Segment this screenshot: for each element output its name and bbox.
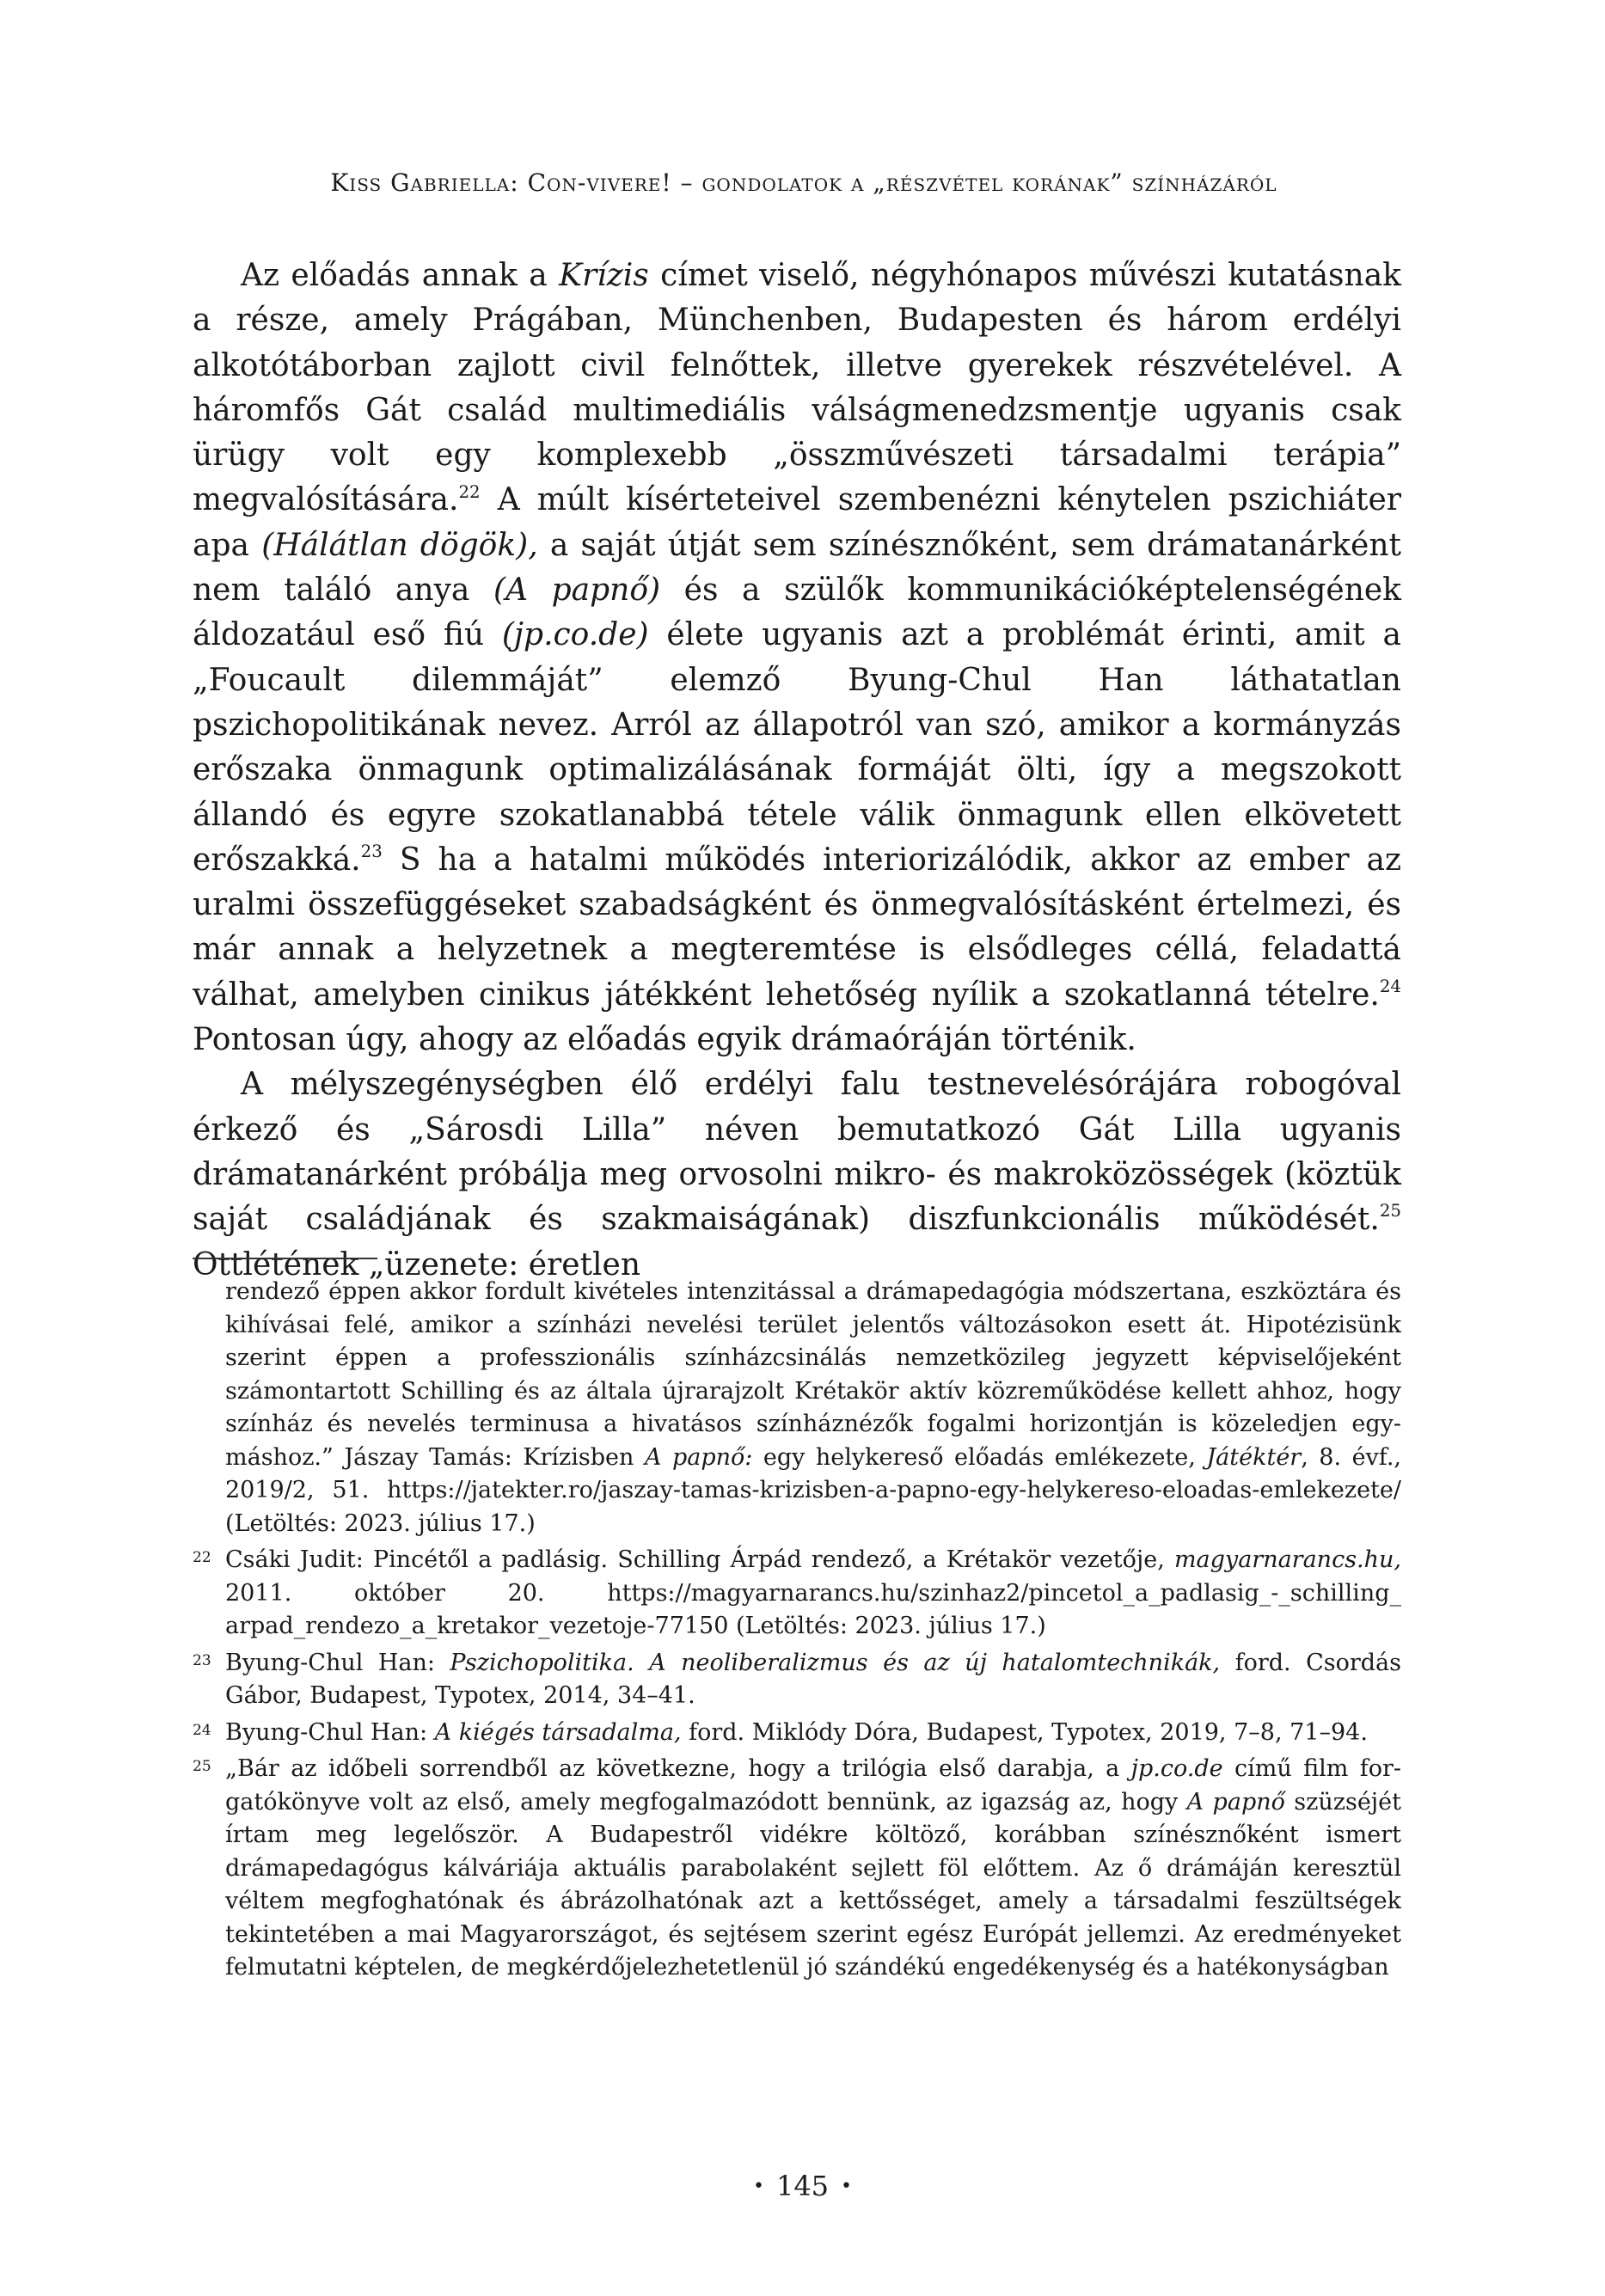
text-run: S ha a hatalmi működés interiorizálódik, akkor az ember az uralmi összefüggéseket szabadságként és önmegvalósításként értelmezi, és már annak a helyzetnek a megteremtése is elsődleges céllá, feladattá válhat, amelyben cinikus játékként lehetőség nyílik a szokatlanná tételre. [193,842,1401,1013]
text-run: című film forgatókönyve volt az első, amely megfogalmazódott bennünk, az igazság az, hogy [225,1755,1401,1815]
footnote-separator [193,1258,377,1259]
text-run: Byung-Chul Han: [225,1718,435,1746]
bullet-icon: • [841,2176,853,2197]
italic-title: Pszichopolitika. A neoliberalizmus és az új hatalomtechnikák, [450,1649,1221,1676]
running-head: Kiss Gabriella: Con-vivere! – gondolatok a „részvétel korának” színházáról [330,168,1277,197]
footnote-24 [193,1717,1401,1750]
footnote-22 [193,1544,1401,1644]
text-run: rendező éppen akkor fordult kivételes intenzitással a drámapedagógia módszertana, eszköztára és kihívásai felé, amikor a színházi nevelési terület jelentős változásokon esett át. Hipotézisünk szerint éppen a professzionális színházcsinálás nemzetközileg jegyzett képviselőjeként számontartott Schilling és az általa újrarajzolt Krétakör aktív közreműködése kellett ahhoz, hogy színház és nevelés terminusa a hivatásos színháznézők fogalmi horizontján is közeledjen egymáshoz.” Jászay Tamás: Krízisben [225,1278,1401,1471]
text-run: Csáki Judit: Pincétől a padlásig. Schilling Árpád rendező, a Krétakör vezetője, [225,1546,1174,1573]
italic-title: jp.co.de [1130,1755,1223,1782]
text-run: élete ugyanis azt a problémát érinti, amit a „Foucault dilemmáját” elemző Byung-Chul Han láthatatlan pszichopolitikának nevez. Arról az állapotról van szó, amikor a kormányzás erőszaka önmagunk optimalizálásának formáját ölti, így a megszokott állandó és egyre szokatlanabbá tétele válik önmagunk ellen elkövetett erőszakká. [193,617,1402,878]
text-run: Byung-Chul Han: [225,1649,450,1676]
text-run: , 8. évf., 2019/2, 51. https://jatekter.ro/jaszay-tamas-krizisben-a-papno-egy-helykereso-eloadas-emlekezete/ (Letöltés: 2023. július 17.) [225,1443,1402,1537]
italic-title: A papnő [1186,1788,1285,1815]
text-run: ford. Miklódy Dóra, Budapest, Typotex, 2019, 7–8, 71–94. [681,1718,1368,1746]
footnote-ref-25[interactable]: 25 [1379,1201,1401,1221]
italic-title: (Hálátlan dögök), [261,527,538,563]
bullet-icon: • [752,2176,764,2197]
italic-title: (jp.co.de) [501,617,649,653]
footnote-number: 23 [193,1651,211,1669]
italic-title: Játéktér [1206,1443,1302,1471]
paragraph-2 [193,1062,1401,1287]
footnote-number: 25 [193,1758,211,1775]
text-run: Az előadás annak a [241,258,560,293]
text-run: és a szülők kommunikációképtelenségének áldozatául eső fiú [193,572,1401,653]
text-run: szüzséjét írtam meg legelőször. A Budapestről vidékre költöző, korábban színésznőként ismert drámapedagógus kálváriája aktuális parabolaként sejlett föl előttem. Az ő drámáján keresztül véltem megfoghatónak és ábrázolhatónak azt a kettősséget, amely a társadalmi feszültségek tekintetében a mai Magyarországot, és sejtésem szerint egész Európát jellemzi. Az eredményeket felmutatni képtelen, de megkérdőjelezhetetlenül jó szándékú engedékenység és a hatékonyságban [225,1788,1401,1981]
footnote-continuation [193,1276,1401,1540]
text-run: „Bár az időbeli sorrendből az következne, hogy a trilógia első darabja, a [225,1755,1131,1782]
footnote-number: 24 [193,1721,211,1739]
text-run: Ottlétének „üzenete: éretlen [193,1246,641,1283]
footnote-ref-22[interactable]: 22 [458,481,481,502]
text-run: a saját útját sem színésznőként, sem drámatanárként nem találó anya [193,527,1401,609]
text-run: A múlt kísérteteivel szembenézni kénytelen pszichiáter apa [193,482,1401,563]
italic-title: magyarnarancs.hu, [1173,1546,1401,1573]
paragraph-1 [193,254,1401,1062]
italic-title: A kiégés társadalma, [434,1718,682,1746]
italic-title: (A papnő) [493,572,661,609]
footnote-25 [193,1753,1401,1985]
text-run: Pontosan úgy, ahogy az előadás egyik drámaóráján történik. [193,1022,1136,1058]
page-number-value: 145 [775,2170,830,2202]
footnote-ref-24[interactable]: 24 [1379,976,1401,996]
text-run: A mélyszegénységben élő erdélyi falu testnevelésórájára robogóval érkező és „Sárosdi Lilla” néven bemutatkozó Gát Lilla ugyanis drámatanárként próbálja meg orvosolni mikro- és makroközösségek (köztük saját családjának és szakmaiságának) diszfunkcionális működését. [193,1067,1401,1238]
text-run: 2011. október 20. https://magyarnarancs.hu/szinhaz2/pincetol_a_padlasig_-_schilling_ arpad_rendezo_a_kretakor_vezetoje-77150 (Letöltés: 2023. július 17.) [225,1579,1401,1639]
italic-title: Krízis [559,258,649,293]
italic-title: A papnő: [644,1443,753,1471]
text-run: ford. Csordás Gábor, Budapest, Typotex, 2014, 34–41. [225,1649,1401,1709]
footnote-number: 22 [193,1549,211,1566]
text-run: egy helykereső előadás emlékezete, [752,1443,1207,1471]
footnote-23 [193,1647,1401,1713]
main-text [193,254,1401,1288]
text-run: címet viselő, négyhónapos művészi kutatásnak a része, amely Prágában, Münchenben, Budapesten és három erdélyi alkotótáborban zajlott civil felnőttek, illetve gyerekek részvételével. A háromfős Gát család multimediális válságmenedzsmentje ugyanis csak ürügy volt egy komplexebb „összművészeti társadalmi terápia” megvalósítására. [193,258,1401,518]
page-number [0,2170,1605,2202]
footnote-ref-23[interactable]: 23 [360,841,383,861]
footnotes [193,1276,1401,1988]
